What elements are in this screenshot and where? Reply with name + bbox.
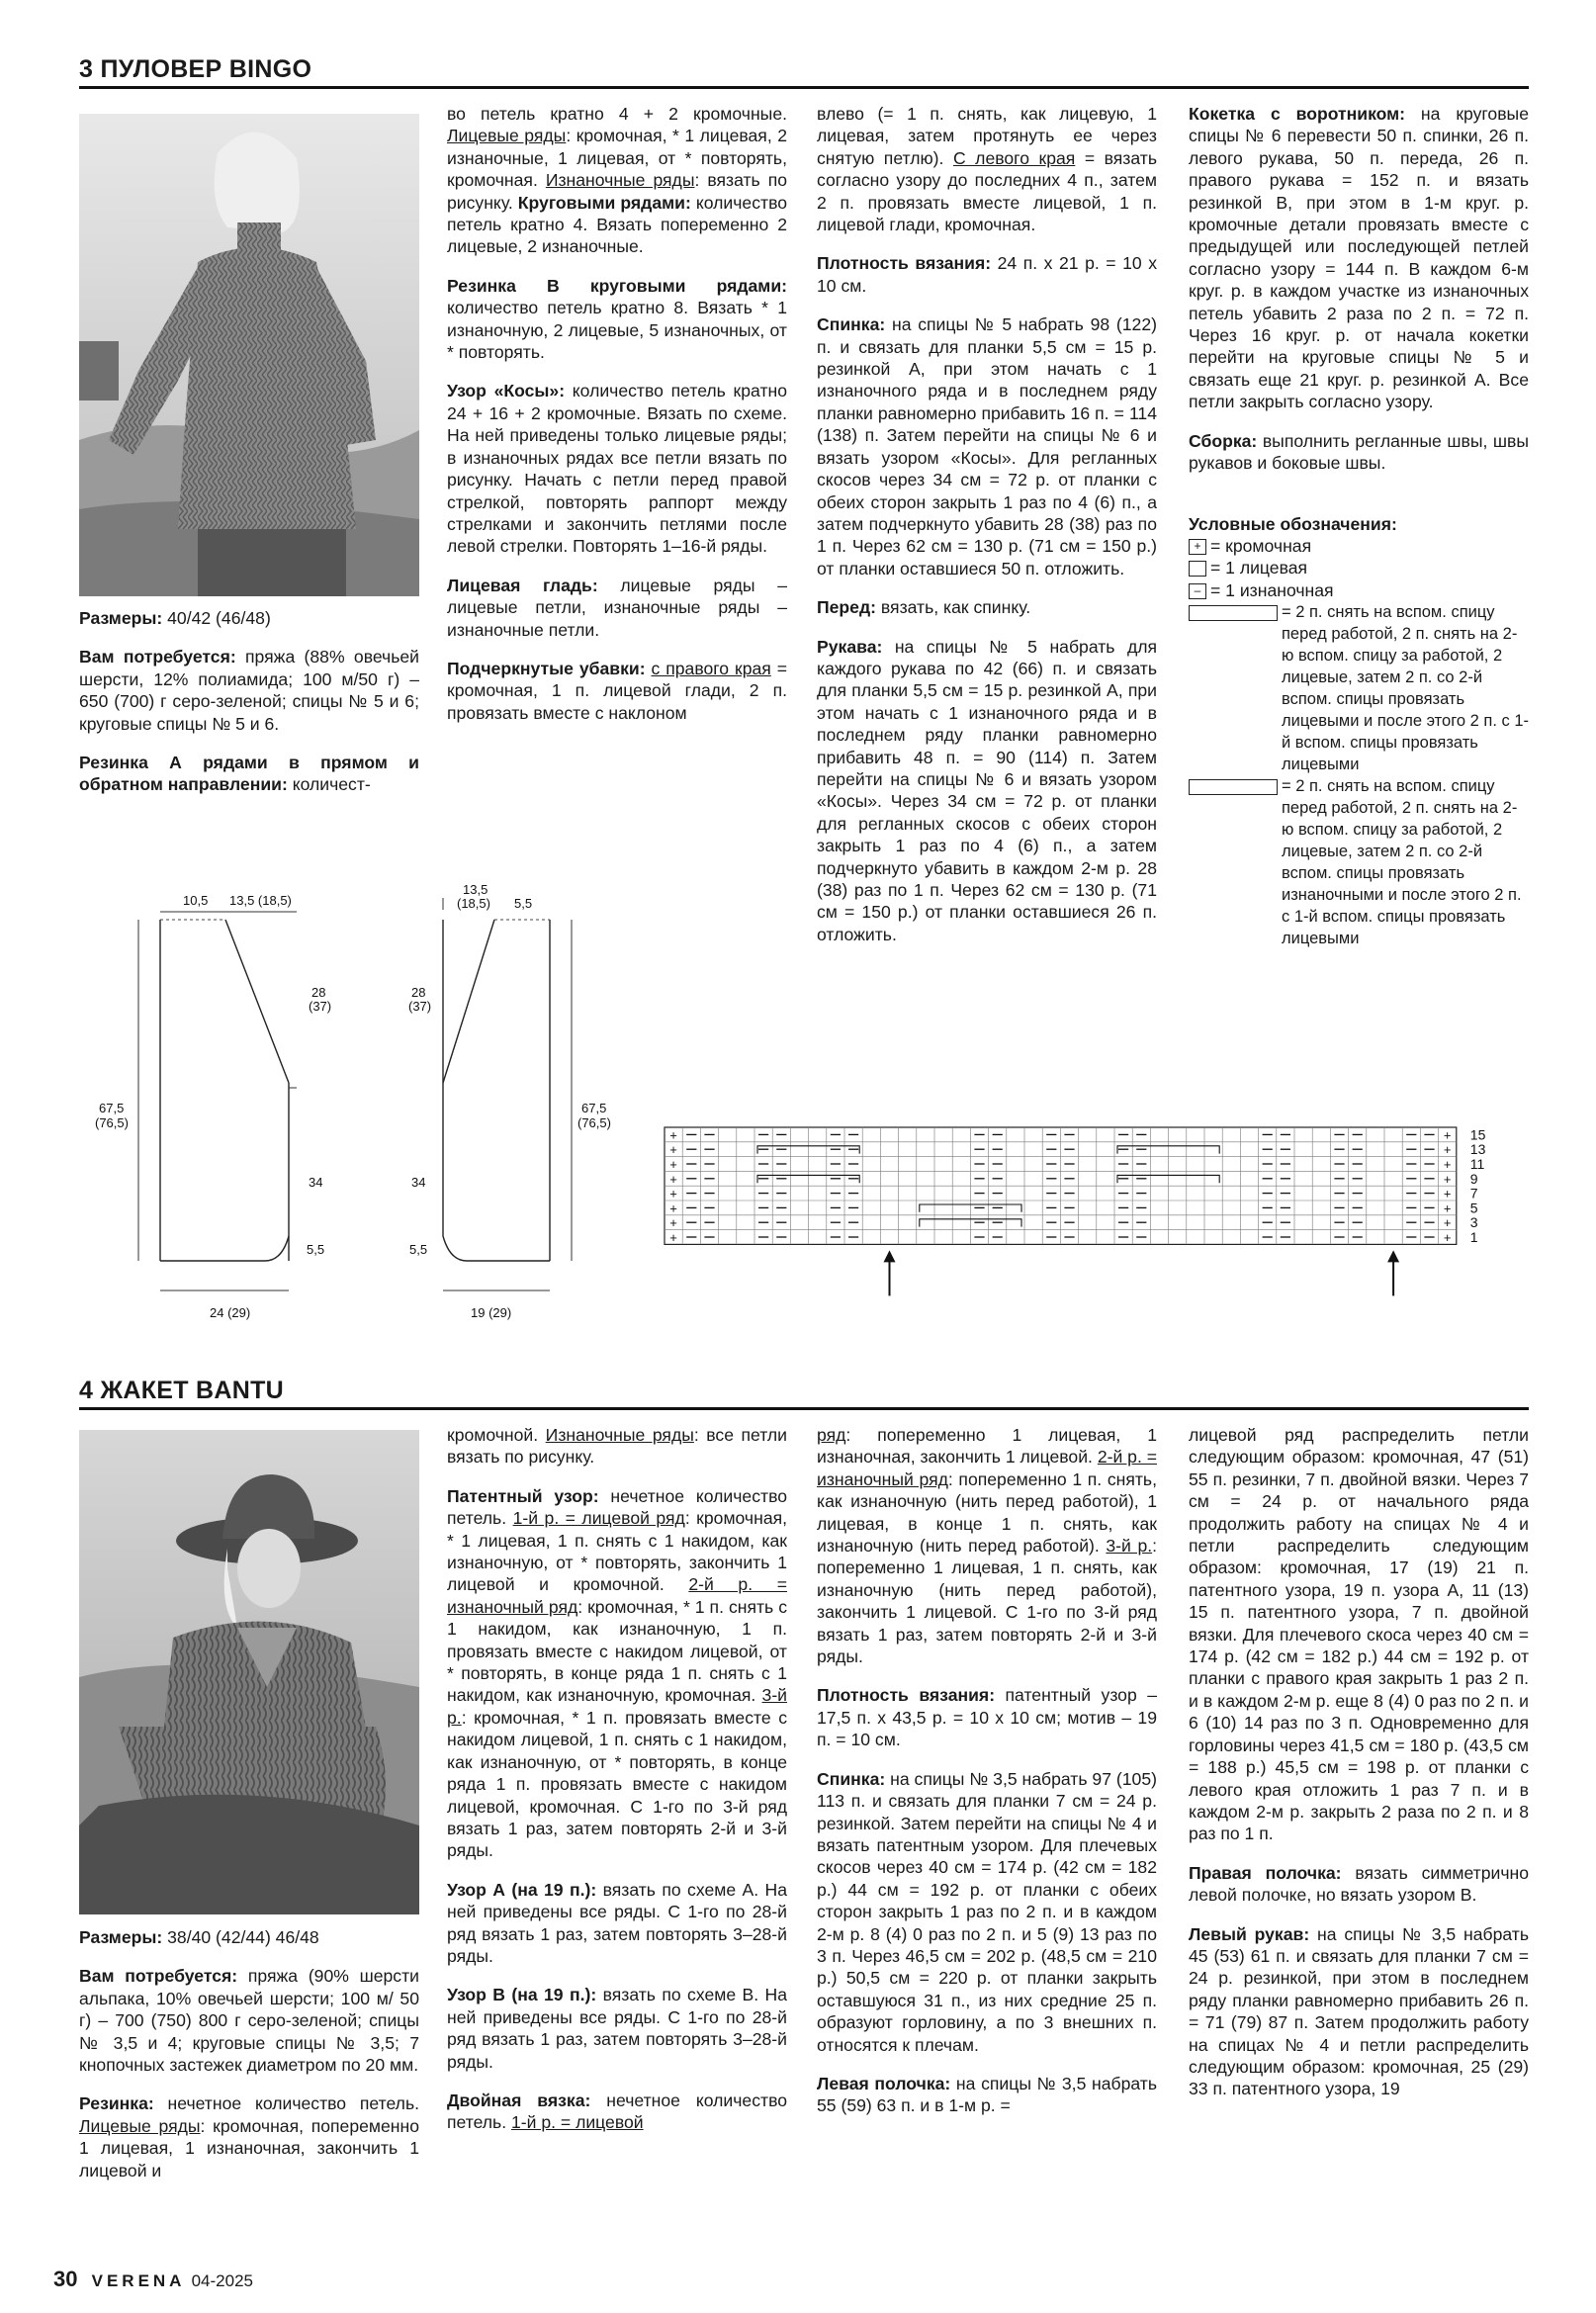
dim-top-r-b: (18,5) [457,896,490,911]
section-title-jacket: 4 ЖАКЕТ BANTU [79,1377,285,1404]
rib-a-label: Резинка А рядами в прямом и обратном направлении: [79,753,419,795]
dim-top-r-a: 13,5 [463,882,488,897]
svg-text:+: + [669,1171,677,1187]
s1-column-4: Кокетка с воротником: на круговые спицы № 6 перевести 50 п. спинки, 26 п. левого рукава, 50 п. переда, 26 п. правого рукава = 152 п. и вязать резинкой В, при этом в 1-м круг. р. кромочные детали провязать вместе с предыдущей или последующей петлей согласно узору = 144 п. В каждом 6-м круг. р. в каждом участке из изнаночных петель убавить 2 раза по 2 п. = 72 п. Через 16 круг. р. от начала кокетки перейти на круговые спицы № 5 и связать еще 21 круг. р. резинкой А. Все петли закрыть согласно узору. Сборка: выполнить регланные швы, швы рукавов и боковые швы. Условные обозначения: + = кромочная = 1 лицевая – = 1 изнаночная = 2 п. снять на вспом. спицу перед работой, 2 п. снять на 2-ю вспом. спицу за работой, 2 лицевые, затем 2 п. со 2-й вспом. спицы провязать лицевыми и после этого 2 п. с 1-й вспом. спицы провязать лицевыми = 2 п. снять на вспом. спицу перед работой, 2 п. снять на 2-ю вспом. спицу за работой, 2 лицевые, затем 2 п. со 2-й вспом. спицы провязать изнаночными и после этого 2 п. с 1-й вспом. спицы провязать лицевыми [1189,104,1529,948]
decrease-label: Подчеркнутые убавки: [447,658,646,678]
sleeves-label: Рукава: [817,636,883,657]
svg-text:+: + [669,1230,677,1245]
dim-top-b: 13,5 (18,5) [229,893,292,908]
dim-28-right: 28 [411,985,426,1000]
pullover-photo [79,114,419,596]
page-number: 30 [53,2267,78,2291]
selvedge-symbol-icon: + [1189,539,1206,555]
dim-765-left: (76,5) [95,1115,129,1130]
svg-text:+: + [669,1215,677,1231]
legend-title: Условные обозначения: [1189,513,1397,534]
dim-34-right: 34 [411,1175,426,1190]
dim-28-left: 28 [311,985,326,1000]
legend: Условные обозначения: + = кромочная = 1 лицевая – = 1 изнаночная = 2 п. снять на вспом. спицу перед работой, 2 п. снять на 2-ю вспом. спицу за работой, 2 лицевые, затем 2 п. со 2-й вспом. спицы провязать лицевыми и после этого 2 п. с 1-й вспом. спицы провязать лицевыми = 2 п. снять на вспом. спицу перед работой, 2 п. снять на 2-ю вспом. спицу за работой, 2 лицевые, затем 2 п. со 2-й вспом. спицы провязать изнаночными и после этого 2 п. с 1-й вспом. спицы провязать лицевыми [1189,513,1529,948]
dim-bottom-left: 24 (29) [210,1305,251,1320]
double-knit-label: Двойная вязка: [447,2090,591,2110]
svg-text:+: + [1443,1230,1452,1245]
dim-675-right: 67,5 [581,1101,607,1115]
materials-label-2: Вам потребуется: [79,1966,238,1987]
back-label: Спинка: [817,314,886,335]
svg-text:+: + [1443,1127,1452,1143]
s2-column-2: кромочной. Изнаночные ряды: все петли вязать по рисунку. Патентный узор: нечетное количество петель. 1-й р. = лицевой ряд: кромочная, * 1 лицевая, 1 п. снять с 1 накидом, как изнаночную, от * повторять, закончить 1 лицевой и кромочной. 2-й р. = изнаночный ряд: кромочная, * 1 п. снять с 1 накидом, как изнаночную, 1 п. провязать вместе с накидом лицевой, от * повторять, в конце ряда 1 п. снять с 1 накидом, как изнаночную, кромочная. 3-й р.: кромочная, * 1 п. провязать вместе с накидом лицевой, 1 п. снять с 1 накидом, как изнаночную, от * повторять, в конце ряда 1 п. провязать вместе с накидом лицевой, кромочная. С 1-го по 3-й ряд вязать 1 раз, затем повторять 2-й и 3-й ряды. Узор А (на 19 п.): вязать по схеме А. На ней приведены все ряды. С 1-го по 28-й ряд вязать 1 раз, затем повторять 3–28-й ряды. Узор В (на 19 п.): вязать по схеме В. На ней приведены все ряды. С 1-го по 28-й ряд вязать 1 раз, затем повторять 3–28-й ряды. Двойная вязка: нечетное количество петель. 1-й р. = лицевой [447,1425,788,2133]
s2-column-1: Размеры: 38/40 (42/44) 46/48 Вам потребуется: пряжа (90% шерсти альпака, 10% овечьей шерсти; 100 м/ 50 г) – 700 (750) 800 г серо-зеленой; спицы № 3,5 и 4; круговые спицы № 3,5; 7 кнопочных застежек диаметром по 20 мм. Резинка: нечетное количество петель. Лицевые ряды: кромочная, попеременно 1 лицевая, 1 изнаночная, закончить 1 лицевой и [79,1927,419,2180]
svg-text:+: + [669,1127,677,1143]
left-front-label: Левая полочка: [817,2073,951,2093]
cable-pattern-label: Узор «Косы»: [447,381,566,401]
pullover-schematic [95,880,633,1335]
dim-bottom-right: 19 (29) [471,1305,512,1320]
sizes-label-2: Размеры: [79,1927,163,1947]
gauge-label: Плотность вязания: [817,253,992,274]
gauge-label-2: Плотность вязания: [817,1685,996,1706]
yoke-label: Кокетка с воротником: [1189,104,1406,124]
section-title-pullover: 3 ПУЛОВЕР BINGO [79,55,312,83]
stockinette-label: Лицевая гладь: [447,575,598,595]
sizes-value: 40/42 (46/48) [162,608,271,628]
section-rule-2 [79,1407,1529,1410]
issue-number: 04-2025 [191,2271,253,2290]
dim-675-left: 67,5 [99,1101,125,1115]
dim-top-a: 10,5 [183,893,209,908]
rib-label-2: Резинка: [79,2093,154,2114]
cable-left-symbol-icon [1189,779,1278,795]
dim-34-left: 34 [309,1175,323,1190]
s1-column-3: влево (= 1 п. снять, как лицевую, 1 лицевая, затем протянуть ее через снятую петлю). С левого края = вязать согласно узору до последних 4 п., затем 2 п. провязать вместе лицевой, 1 п. лицевой глади, кромочная. Плотность вязания: 24 п. х 21 р. = 10 х 10 см. Спинка: на спицы № 5 набрать 98 (122) п. и связать для планки 5,5 см = 15 р. резинкой А, при этом начать с 1 изнаночного ряда и в последнем ряду планки равномерно прибавить 16 п. = 114 (138) п. Затем перейти на спицы № 6 и вязать узором «Косы». Для регланных скосов через 34 см = 72 р. от планки с обеих сторон закрыть 1 раз по 4 (6) п., а затем подчеркнуто убавить 28 (38) раз по 1 п. Через 62 см = 130 р. (71 см = 150 р.) от планки оставшиеся 50 п. отложить. Перед: вязать, как спинку. Рукава: на спицы № 5 набрать для каждого рукава по 42 (66) п. и связать для планки 5,5 см = 15 р. резинкой А, при этом начать с 1 изнаночного ряда и в последнем ряду планки равномерно прибавить 48 п. = 90 (114) п. Затем перейти на спицы № 6 и вязать узором «Косы». Через 34 см = 72 р. от планки для регланных скосов с обеих сторон закрыть 1 раз по 4 (6) п., а затем подчеркнуто убавить в каждом 2-м р. 28 (38) раз по 1 п. Через 62 см = 130 р. (71 см = 150 р.) от планки оставшиеся 26 п. отложить. [817,104,1157,944]
chart-row-label: 5 [1469,1200,1478,1216]
dim-55-left: 5,5 [307,1242,325,1257]
rib-b-label: Резинка В круговыми рядами: [447,275,787,296]
cable-knitting-chart [663,1119,1533,1337]
page-footer [53,2267,253,2292]
materials-text: пряжа (88% овечьей шерсти, 12% полиамида; 100 м/50 г) – 650 (700) г серо-зеленой; спицы № 5 и 6; круговые спицы № 5 и 6. [79,647,420,734]
chart-row-label: 9 [1469,1170,1478,1187]
patent-pattern-label: Патентный узор: [447,1485,599,1506]
dim-55-right: 5,5 [409,1242,428,1257]
dim-765-right: (76,5) [577,1115,611,1130]
chart-row-label: 7 [1469,1185,1478,1201]
section-rule [79,86,1529,89]
chart-row-label: 11 [1469,1156,1485,1172]
materials-label: Вам потребуется: [79,647,236,667]
pattern-a-label: Узор А (на 19 п.): [447,1879,597,1900]
s2-column-4: лицевой ряд распределить петли следующим образом: кромочная, 47 (51) 55 п. резинки, 7 п. двойной вязки. Через 7 см = 24 р. от начального ряда продолжить работу на спицах № 4 и петли распределить следующим образом: кромочная, 17 (19) 21 п. патентного узора, 19 п. узора А, 11 (13) 15 п. патентного узора, 7 п. двойной вязки. Для плечевого скоса через 40 см = 174 р. (42 см = 182 р.) 44 см = 192 р. от планки с правого края закрыть 1 раз 2 п. и в каждом 2-м р. еще 8 (4) 0 раз по 2 п. и 6 (10) 14 раз по 3 п. Одновременно для горловины через 41,5 см = 180 р. (43,5 см = 188 р.) 45,5 см = 198 р. от планки с левого края отложить 1 раз 7 п. и в каждом 2-м р. закрыть 2 раза по 2 п. и 8 раз по 1 п. Правая полочка: вязать симметрично левой полочке, но вязать узором В. Левый рукав: на спицы № 3,5 набрать 45 (53) 61 п. и связать для планки 7 см = 24 р. резинкой, при этом в последнем ряду планки равномерно прибавить 26 п. = 71 (79) 87 п. Затем продолжить работу на спицах № 4 и петли распределить следующим образом: кромочная, 25 (29) 33 п. патентного узора, 19 [1189,1425,1529,2099]
s1-column-2: во петель кратно 4 + 2 кромочные. Лицевые ряды: кромочная, * 1 лицевая, 2 изнаночные, 1 лицевая, от * повторять, кромочная. Изнаночные ряды: вязать по рисунку. Круговыми рядами: количество петель кратно 4. Вязать попеременно 2 лицевые, 2 изнаночные. Резинка В круговыми рядами: количество петель кратно 8. Вязать * 1 изнаночную, 2 лицевые, 5 изнаночных, от * повторять. Узор «Косы»: количество петель кратно 24 + 16 + 2 кромочные. Вязать по схеме. На ней приведены только лицевые ряды; в изнаночных рядах все петли вязать по рисунку. Начать с петли перед правой стрелкой, повторять раппорт между стрелками и закончить петлями после левой стрелки. Повторять 1–16-й ряды. Лицевая гладь: лицевые ряды – лицевые петли, изнаночные ряды – изнаночные петли. Подчеркнутые убавки: с правого края = кромочная, 1 п. лицевой глади, 2 п. провязать вместе с наклоном [447,104,788,723]
rib-a-text: количест- [287,774,371,795]
svg-text:+: + [669,1142,677,1158]
magazine-name: VERENA [91,2271,186,2290]
svg-text:+: + [1443,1215,1452,1231]
left-sleeve-label: Левый рукав: [1189,1923,1310,1944]
svg-text:+: + [669,1186,677,1201]
sizes-label: Размеры: [79,608,163,628]
s2-column-3: ряд: попеременно 1 лицевая, 1 изнаночная, закончить 1 лицевой. 2-й р. = изнаночный ряд: попеременно 1 п. снять, как изнаночную (нить перед работой), 1 лицевая, в конце 1 п. снять, как изнаночную (нить перед работой). 3-й р.: попеременно 1 лицевая, 1 п. снять, как изнаночную (нить перед работой), закончить 1 лицевой. С 1-го по 3-й ряд вязать 1 раз, затем повторять 2-й и 3-й ряды. Плотность вязания: патентный узор – 17,5 п. х 43,5 р. = 10 х 10 см; мотив – 19 п. = 10 см. Спинка: на спицы № 3,5 набрать 97 (105) 113 п. и связать для планки 7 см = 24 р. резинкой. Затем перейти на спицы № 4 и вязать патентным узором. Для плечевых скосов через 40 см = 174 р. (42 см = 182 р.) 44 см = 192 р. от планки с обеих сторон закрыть 1 раз по 2 п. и в каждом 2-м р. 8 (4) 0 раз по 2 п. и 5 (9) 13 раз по 3 п. Через 46,5 см = 202 р. (48,5 см = 210 р.) 50,5 см = 220 р. от планки закрыть оставшуюся 31 п., из них средние 25 п. образуют горловину, а по 3 внешних п. относятся к плечам. Левая полочка: на спицы № 3,5 набрать 55 (59) 63 п. и в 1-м р. = [817,1425,1158,2116]
purl-symbol-icon: – [1189,583,1206,599]
dim-37-left: (37) [309,999,332,1014]
s1-column-1 [79,607,419,813]
chart-row-label: 15 [1469,1126,1486,1143]
chart-row-label: 13 [1469,1141,1486,1158]
dim-37-right: (37) [408,999,432,1014]
pattern-b-label: Узор В (на 19 п.): [447,1985,597,2005]
svg-text:+: + [1443,1186,1452,1201]
assembly-label: Сборка: [1189,430,1258,451]
chart-row-label: 3 [1469,1214,1478,1231]
knit-symbol-icon [1189,561,1206,577]
svg-text:+: + [1443,1171,1452,1187]
svg-text:+: + [1443,1157,1452,1172]
jacket-photo [79,1430,419,1914]
right-front-label: Правая полочка: [1189,1862,1342,1883]
svg-text:+: + [669,1157,677,1172]
svg-text:+: + [669,1201,677,1216]
svg-text:+: + [1443,1142,1452,1158]
chart-row-label: 1 [1469,1229,1478,1245]
svg-text:+: + [1443,1201,1452,1216]
front-label: Перед: [817,597,876,618]
back-label-2: Спинка: [817,1768,886,1789]
dim-top-r-c: 5,5 [514,896,533,911]
cable-right-symbol-icon [1189,605,1278,621]
